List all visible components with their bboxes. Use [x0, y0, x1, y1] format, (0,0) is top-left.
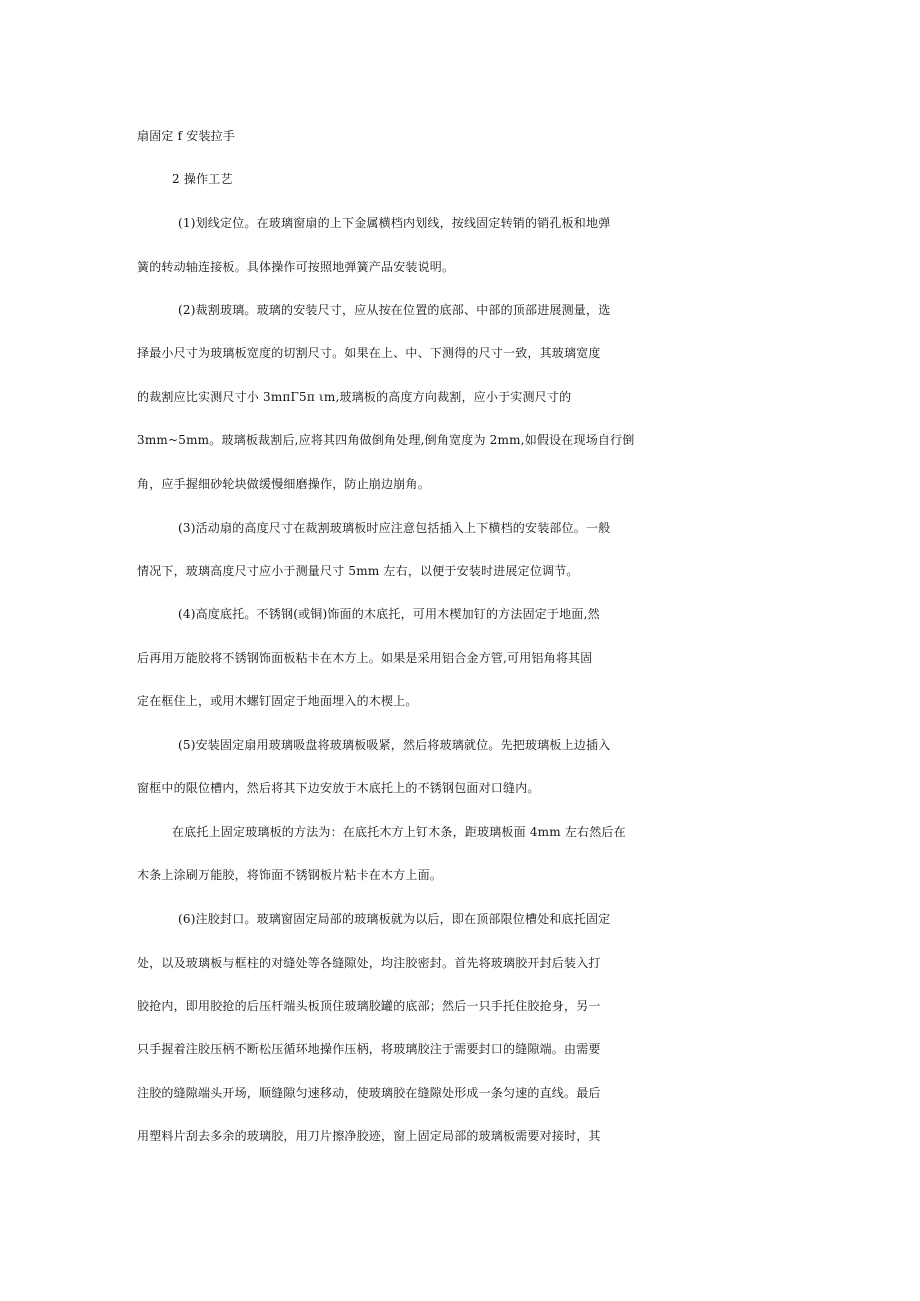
text-line: (2)裁割玻璃。玻璃的安装尺寸，应从按在位置的底部、中部的顶部进展测量，选 [178, 303, 611, 317]
text-line: 3mm~5mm。玻璃板裁割后,应将其四角做倒角处理,倒角宽度为 2mm,如假设在现场自行倒 [137, 433, 635, 447]
text-line: 角，应手握细砂轮块做缓慢细磨操作，防止崩边崩角。 [137, 477, 430, 491]
text-line: 用塑料片刮去多余的玻璃胶，用刀片擦净胶迹，窗上固定局部的玻璃板需要对接时，其 [137, 1129, 601, 1143]
text-line: (6)注胶封口。玻璃窗固定局部的玻璃板就为以后，即在顶部限位槽处和底托固定 [178, 912, 611, 926]
text-line: 窗框中的限位槽内，然后将其下边安放于木底托上的不锈钢包面对口缝内。 [137, 781, 540, 795]
text-line: 在底托上固定玻璃板的方法为：在底托木方上钉木条，距玻璃板面 4mm 左右然后在 [172, 825, 626, 839]
text-line: 择最小尺寸为玻璃板宽度的切割尺寸。如果在上、中、下测得的尺寸一致，其玻璃宽度 [137, 346, 601, 360]
text-line: 胶抢内，即用胶抢的后压杆端头板顶住玻璃胶罐的底部；然后一只手托住胶抢身，另一 [137, 999, 601, 1013]
text-line: 木条上涂刷万能胶，将饰面不锈钢板片粘卡在木方上面。 [137, 868, 443, 882]
text-line: (1)划线定位。在玻璃窗扇的上下金属横档内划线，按线固定转销的销孔板和地弹 [178, 216, 611, 230]
text-line: 定在框住上，或用木螺钉固定于地面埋入的木楔上。 [137, 694, 418, 708]
text-line: 处，以及玻璃板与框柱的对缝处等各缝隙处，均注胶密封。首先将玻璃胶开封后装入打 [137, 956, 601, 970]
section-heading: 2 操作工艺 [172, 172, 233, 186]
text-line: 只手握着注胶压柄不断松压循环地操作压柄，将玻璃胶注于需要封口的缝隙端。由需要 [137, 1042, 601, 1056]
text-line: 情况下，玻璃高度尺寸应小于测量尺寸 5mm 左右，以便于安装时进展定位调节。 [137, 564, 579, 578]
text-line: (4)高度底托。不锈钢(或铜)饰面的木底托，可用木楔加钉的方法固定于地面,然 [178, 607, 600, 621]
text-line: 扇固定 f 安装拉手 [137, 129, 236, 143]
text-line: 的裁割应比实测尺寸小 3mπΓ5π ιm,玻璃板的高度方向裁割，应小于实测尺寸的 [137, 390, 572, 404]
text-line: 后再用万能胶将不锈钢饰面板粘卡在木方上。如果是采用铝合金方管,可用铝角将其固 [137, 651, 593, 665]
text-line: 簧的转动轴连接板。具体操作可按照地弹簧产品安装说明。 [137, 260, 455, 274]
text-line: (3)活动扇的高度尺寸在裁割玻璃板时应注意包括插入上下横档的安装部位。一般 [178, 521, 611, 535]
text-line: (5)安装固定扇用玻璃吸盘将玻璃板吸紧，然后将玻璃就位。先把玻璃板上边插入 [178, 738, 611, 752]
text-line: 注胶的缝隙端头开场，顺缝隙匀速移动，使玻璃胶在缝隙处形成一条匀速的直线。最后 [137, 1086, 601, 1100]
